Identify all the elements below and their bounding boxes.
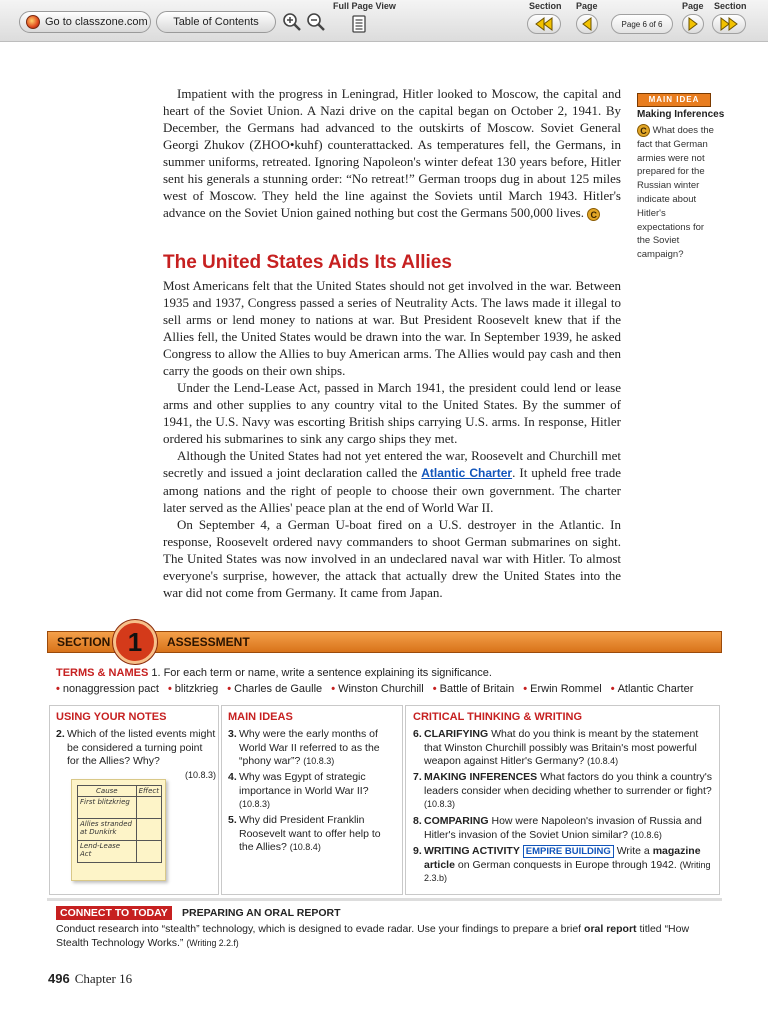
terms-instruction-text: 1. For each term or name, write a sentence explaining its significance. <box>151 667 492 679</box>
effect-cell[interactable] <box>136 841 161 863</box>
question-5 <box>228 814 396 855</box>
paragraph-u-boat: On September 4, a German U-boat fired on a U.S. destroyer in the Atlantic. In response, Roosevelt ordered navy commanders to shoot German submarines on sight. The United States was now involved in an undeclared naval war with Hitler. To almost everyone's surprise, however, the attack that actually drew the United States into the war did not come from Germany. It came from Japan. <box>163 517 621 600</box>
term-item: Winston Churchill <box>338 683 424 695</box>
cause-effect-note <box>71 779 166 881</box>
connect-text <box>56 922 696 950</box>
classzone-label: Go to classzone.com <box>45 16 148 28</box>
terms-list <box>56 683 693 695</box>
connect-bold-text: oral report <box>584 923 637 935</box>
term-item: Charles de Gaulle <box>234 683 323 695</box>
cause-header: Cause <box>78 786 137 797</box>
section-number-badge: 1 <box>113 620 157 664</box>
question-9 <box>413 845 713 886</box>
main-idea-title: Making Inferences <box>637 109 725 120</box>
term-item: Atlantic Charter <box>617 683 694 695</box>
term-item: nonaggression pact <box>62 683 159 695</box>
page-label-left: Page <box>576 1 598 11</box>
question-number: 2. <box>56 728 65 740</box>
paragraph-moscow <box>163 85 621 221</box>
chapter-label: Chapter 16 <box>74 971 133 986</box>
classzone-globe-icon <box>26 15 40 29</box>
double-arrow-left-icon <box>533 17 555 31</box>
full-page-view-label: Full Page View <box>333 1 396 11</box>
us-aids-allies-text <box>163 277 621 601</box>
standard-code: (Writing 2.2.f) <box>186 938 239 948</box>
paragraph-atlantic-charter <box>163 447 621 516</box>
question-number: 8. <box>413 815 422 827</box>
paragraph-neutrality: Most Americans felt that the United States should not get involved in the war. Between 1935 and 1937, Congress passed a series of Neutrality Acts. The laws made it illegal to sell arms or lend money to nations at war. But President Roosevelt knew that if the Allies fell, the United States would be drawn into the war. In September 1939, he asked Congress to allow the Allies to buy American arms. The Allies would pay cash and then carry the goods on their own ships. <box>163 278 621 378</box>
question-2 <box>56 728 216 782</box>
question-6 <box>413 728 713 769</box>
effect-header: Effect <box>136 786 161 797</box>
question-4 <box>228 771 396 812</box>
section-label-left: Section <box>529 1 562 11</box>
question-text: What do you think is meant by the statement that Winston Churchill possibly was Britain's most powerful weapon against Hitler's Germany? <box>424 728 699 767</box>
page-footer <box>48 971 132 987</box>
section-heading: The United States Aids Its Allies <box>163 252 452 273</box>
question-number: 5. <box>228 814 237 826</box>
intro-paragraph-block <box>163 85 621 221</box>
term-bullet: • <box>523 683 528 695</box>
writing-text-before: Write a <box>616 845 650 857</box>
terms-names-label: TERMS & NAMES <box>56 667 149 679</box>
term-bullet: • <box>167 683 172 695</box>
writing-bold-text: magazine article <box>424 845 701 871</box>
main-idea-marker-icon[interactable]: C <box>587 208 600 221</box>
question-label: WRITING ACTIVITY <box>424 845 520 857</box>
next-section-button[interactable] <box>712 14 746 34</box>
writing-text-after: on German conquests in Europe through 1942. <box>457 858 677 871</box>
question-text: How were Napoleon's invasion of Russia and Hitler's invasion of the Soviet Union similar? <box>424 815 702 841</box>
question-3 <box>228 728 396 769</box>
term-bullet: • <box>610 683 615 695</box>
term-item: blitzkrieg <box>174 683 219 695</box>
term-item: Battle of Britain <box>439 683 515 695</box>
section-label-right: Section <box>714 1 747 11</box>
term-bullet: • <box>56 683 60 695</box>
connect-subtitle: PREPARING AN ORAL REPORT <box>182 907 341 919</box>
question-label: CLARIFYING <box>424 728 489 740</box>
question-number: 4. <box>228 771 237 783</box>
cause-cell: First blitzkrieg <box>78 797 137 819</box>
question-number: 6. <box>413 728 422 740</box>
previous-section-button[interactable] <box>527 14 561 34</box>
question-text: Which of the listed events might be considered a turning point for the Allies? Why? <box>67 728 216 767</box>
zoom-in-icon[interactable] <box>282 12 302 32</box>
question-text: Why were the early months of World War II referred to as the “phony war”? <box>239 728 380 767</box>
question-label: COMPARING <box>424 815 489 827</box>
standard-code: (10.8.6) <box>630 829 662 840</box>
page-indicator: Page 6 of 6 <box>611 14 673 34</box>
page-number: 496 <box>48 971 70 986</box>
assessment-title: ASSESSMENT <box>167 635 250 649</box>
atlantic-charter-link[interactable]: Atlantic Charter <box>421 466 513 480</box>
main-idea-c-icon: C <box>637 124 650 137</box>
question-8 <box>413 815 713 842</box>
page-label-right: Page <box>682 1 704 11</box>
main-idea-label: MAIN IDEA <box>637 93 711 107</box>
assessment-section-label: SECTION <box>57 635 111 649</box>
question-number: 7. <box>413 771 422 783</box>
standard-code: (10.8.4) <box>289 842 321 852</box>
connect-text-before: Conduct research into “stealth” technology, which is designed to evade radar. Use your findings to prepare a brief <box>56 923 582 935</box>
question-text: Why did President Franklin Roosevelt want to offer help to the Allies? <box>239 814 381 853</box>
main-idea-question <box>637 124 719 262</box>
standard-code: (10.8.3) <box>424 799 456 809</box>
term-item: Erwin Rommel <box>530 683 602 695</box>
toc-label: Table of Contents <box>173 16 259 28</box>
next-page-button[interactable] <box>682 14 704 34</box>
standard-code: (10.8.4) <box>587 756 619 766</box>
main-idea-question-text: What does the fact that German armies were not prepared for the Russian winter indicate about Hitler's expectations for the Soviet campaign? <box>637 125 714 261</box>
table-of-contents-button[interactable] <box>156 11 276 33</box>
previous-page-button[interactable] <box>576 14 598 34</box>
classzone-button[interactable] <box>19 11 151 33</box>
cause-cell: Allies stranded at Dunkirk <box>78 819 137 841</box>
question-text: Why was Egypt of strategic importance in World War II? <box>239 771 369 797</box>
standard-code: (10.8.3) <box>184 769 216 780</box>
effect-cell[interactable] <box>136 819 161 841</box>
arrow-right-icon <box>687 17 699 31</box>
question-number: 9. <box>413 845 422 857</box>
standard-code: (10.8.3) <box>239 799 271 809</box>
standard-code: (Writing 2.3.b) <box>424 859 711 883</box>
cause-cell: Lend-Lease Act <box>78 841 137 863</box>
empire-building-tag: EMPIRE BUILDING <box>523 845 614 858</box>
term-bullet: • <box>432 683 437 695</box>
paragraph-moscow-text: Impatient with the progress in Leningrad, Hitler looked to Moscow, the capital and heart of the Soviet Union. A Nazi drive on the capital began on October 2, 1941. By December, the Germans had advanced to the outskirts of Moscow. Soviet General Georgi Zhukov (ZHOO•kuhf) counterattacked. As temperatures fell, the Germans, in summer uniforms, retreated. Ignoring Napoleon's winter defeat 130 years before, Hitler sent his generals a stunning order: “No retreat!” German troops dug in about 125 miles west of Moscow. They held the line against the Soviets until March 1943. Hitler's advance on the Soviet Union gained nothing but cost the Germans 500,000 lives. <box>163 86 621 220</box>
standard-code: (10.8.3) <box>303 756 335 766</box>
question-label: MAKING INFERENCES <box>424 771 538 783</box>
question-7 <box>413 771 713 812</box>
zoom-out-icon[interactable] <box>306 12 326 32</box>
main-ideas-heading: MAIN IDEAS <box>228 711 293 723</box>
full-page-view-icon[interactable] <box>352 15 366 33</box>
using-notes-heading: USING YOUR NOTES <box>56 711 167 723</box>
effect-cell[interactable] <box>136 797 161 819</box>
charter-text-after: . It upheld free trade among nations and the right of people to choose their own government. The charter later served as the Allies' peace plan at the end of World War II. <box>163 465 621 515</box>
question-text: What factors do you think a country's leaders consider when deciding whether to surrender or fight? <box>424 771 712 797</box>
arrow-left-icon <box>581 17 593 31</box>
connect-to-today-label: CONNECT TO TODAY <box>56 906 172 920</box>
paragraph-lend-lease: Under the Lend-Lease Act, passed in March 1941, the president could lend or lease arms and other supplies to any country vital to the United States. By the summer of 1941, the U.S. Navy was escorting British ships carrying U.S. arms. In response, Hitler ordered his submarines to sink any cargo ships they met. <box>163 380 621 446</box>
term-bullet: • <box>227 683 232 695</box>
cause-effect-table <box>77 785 162 863</box>
terms-instruction <box>56 667 492 679</box>
question-number: 3. <box>228 728 237 740</box>
critical-thinking-heading: CRITICAL THINKING & WRITING <box>413 711 583 723</box>
connect-text-after: titled “How Stealth Technology Works.” <box>56 923 690 949</box>
term-bullet: • <box>331 683 336 695</box>
charter-text-before: Although the United States had not yet entered the war, Roosevelt and Churchill met secretly and issued a joint declaration called the <box>163 448 621 480</box>
double-arrow-right-icon <box>718 17 740 31</box>
toolbar <box>0 0 768 42</box>
